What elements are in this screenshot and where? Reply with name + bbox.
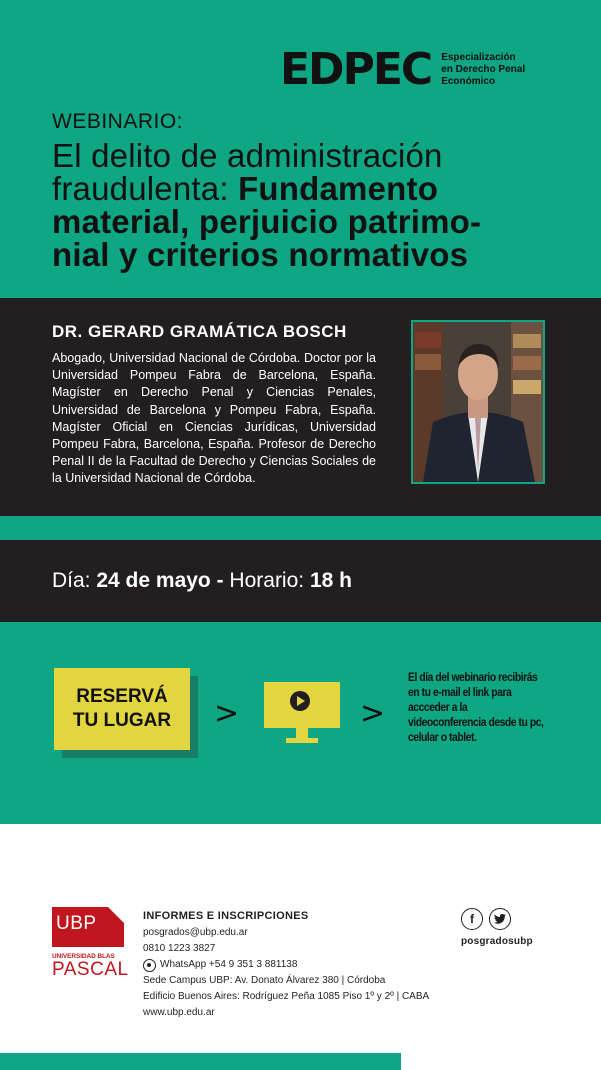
speaker-section <box>0 298 601 516</box>
speaker-photo-image <box>413 322 543 482</box>
edpec-logo <box>280 44 571 95</box>
cta-note: El día del webinario recibirás en tu e-mail el link para accceder a la videoconferencia desde tu pc, celular o tablet. <box>408 670 544 744</box>
title-bold: nial y criterios normativos <box>52 236 469 273</box>
time-label: Horario: <box>229 569 310 592</box>
title-line: El delito de administración <box>52 137 443 174</box>
facebook-icon[interactable]: f <box>461 908 483 930</box>
webinar-title <box>52 139 597 271</box>
title-bold: material, perjuicio patrimo- <box>52 203 482 240</box>
reserve-line: TU LUGAR <box>72 710 172 731</box>
bottom-accent-bar <box>0 1053 401 1070</box>
header-section <box>0 0 601 298</box>
webinar-label: WEBINARIO: <box>52 110 184 133</box>
schedule-text <box>52 569 352 593</box>
ubp-logo-box: UBP <box>52 907 124 947</box>
ubp-logo-big: PASCAL <box>52 959 129 980</box>
sede-campus: Sede Campus UBP: Av. Donato Álvarez 380 | Córdoba <box>143 975 386 986</box>
ubp-logo <box>52 907 129 980</box>
contact-phone[interactable]: 0810 1223 3827 <box>143 943 216 954</box>
logo-sub-line: Económico <box>441 76 496 87</box>
whatsapp-number: WhatsApp +54 9 351 3 881138 <box>160 959 298 970</box>
contact-info <box>143 908 429 1021</box>
cta-section <box>0 622 601 824</box>
reserve-button[interactable] <box>54 668 190 750</box>
speaker-photo <box>411 320 545 484</box>
day-label: Día: <box>52 569 97 592</box>
reserve-line: RESERVÁ <box>76 686 168 707</box>
whatsapp-icon <box>143 959 156 972</box>
speaker-bio: Abogado, Universidad Nacional de Córdoba. Doctor por la Universidad Pompeu Fabra de Barcelona, España. Magíster en Derecho Penal y Ciencias Penales, Universidad de Barcelona y Pompeu Fabra, España. Magíster Oficial en Ciencias Jurídicas, Universidad Pompeu Fabra, Barcelona, España. Profesor de Derecho Penal II de la Facultad de Derecho y Ciencias Sociales de la Universidad Nacional de Córdoba. <box>52 351 376 486</box>
title-line: fraudulenta: <box>52 170 239 207</box>
contact-title: INFORMES E INSCRIPCIONES <box>143 910 309 922</box>
social-block <box>461 908 533 947</box>
schedule-section <box>0 540 601 622</box>
divider-strip <box>0 516 601 540</box>
logo-sub-line: Especialización <box>441 52 516 63</box>
arrow-icon: > <box>360 696 386 731</box>
contact-email[interactable]: posgrados@ubp.edu.ar <box>143 927 248 938</box>
monitor-play-icon <box>262 680 342 755</box>
sede-buenos-aires: Edificio Buenos Aires: Rodríguez Peña 1085 Piso 1º y 2º | CABA <box>143 991 430 1002</box>
social-handle[interactable]: posgradosubp <box>461 936 533 947</box>
title-bold: Fundamento <box>238 170 439 207</box>
logo-sub-line: en Derecho Penal <box>441 64 526 75</box>
logo-mark: EDPEC <box>280 44 432 95</box>
arrow-icon: > <box>214 696 240 731</box>
logo-subtitle <box>441 52 571 88</box>
website-link[interactable]: www.ubp.edu.ar <box>143 1007 215 1018</box>
time-value: 18 h <box>309 569 352 592</box>
day-value: 24 de mayo - <box>96 569 230 592</box>
twitter-icon[interactable] <box>489 908 511 930</box>
whatsapp-row[interactable] <box>143 957 429 973</box>
social-icons <box>461 908 533 930</box>
speaker-name: DR. GERARD GRAMÁTICA BOSCH <box>52 322 347 341</box>
ubp-logo-small: UNIVERSIDAD BLAS <box>52 953 115 960</box>
